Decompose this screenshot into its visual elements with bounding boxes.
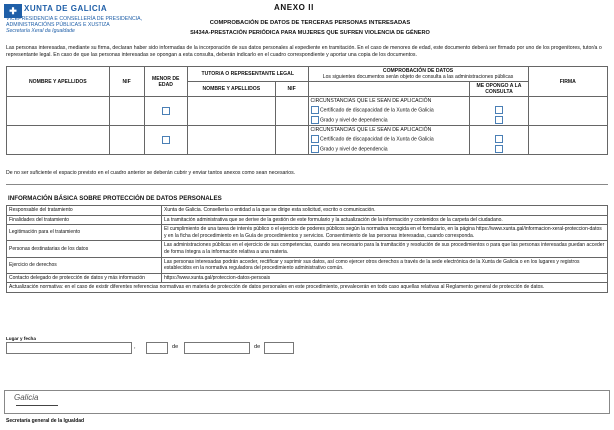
intro-paragraph: Las personas interesadas, mediante su firma, declaran haber sido informadas de la incorporación de sus datos personales al expediente en tramitación. En el caso de menores de edad, este documento deberá ser firmado por uno de los progenitores, tutor/a o representante legal. En caso de que las personas interesadas se opongan a esta consulta, deberán indicarlo en el cuadro correspondiente y aportar una copia de los documentos. <box>6 45 602 59</box>
col-tutor-nif: NIF <box>275 82 308 97</box>
galicia-logo: Galicia <box>14 393 39 402</box>
person2-circ-title: CIRCUNSTANCIAS QUE LE SEAN DE APLICACIÓN <box>308 126 470 135</box>
person1-oppose2-checkbox[interactable] <box>495 116 503 124</box>
table-row <box>7 206 608 216</box>
de-label-1: de <box>172 344 179 350</box>
col-tutor: TUTOR/A O REPRESENTANTE LEGAL <box>187 67 308 82</box>
col-nif: NIF <box>109 67 144 97</box>
person1-name-field[interactable] <box>7 97 110 126</box>
col-signature: FIRMA <box>528 67 607 97</box>
row-value: El cumplimiento de una tarea de interés público o el ejercicio de poderes públicos según la normativa recogida en el formulario, en la página https://www.xunta.gal/informacion-xeral-proteccion-datos y en la ficha del procedimiento en la Guía de procedimientos y servicios. Consentimiento de las personas interesadas, cuando corresponda. <box>162 225 608 241</box>
person2-tutor-nif-field[interactable] <box>275 126 308 155</box>
col-name: NOMBRE Y APELLIDOS <box>7 67 110 97</box>
person1-oppose1-checkbox[interactable] <box>495 106 503 114</box>
row-label: Responsable del tratamiento <box>7 206 162 216</box>
col-documents-blank <box>308 82 470 97</box>
person2-doc1-checkbox[interactable] <box>311 135 319 143</box>
col-check-subtitle: Los siguientes documentos serán objeto de consulta a las administraciones públicas <box>322 74 514 80</box>
table-header-row <box>7 67 608 82</box>
row-label: Contacto delegado de protección de datos y más información <box>7 273 162 283</box>
day-input[interactable] <box>146 342 168 354</box>
table-row <box>7 97 608 106</box>
person2-signature-field[interactable] <box>528 126 607 155</box>
galicia-logo-underline <box>16 405 58 406</box>
person1-nif-field[interactable] <box>109 97 144 126</box>
comma-separator: , <box>134 344 136 350</box>
row-value: La tramitación administrativa que se derive de la gestión de este formulario y la actualización de la información y contenidos de la carpeta del ciudadano. <box>162 215 608 225</box>
person2-doc2-checkbox[interactable] <box>311 145 319 153</box>
section-divider <box>6 184 608 185</box>
person1-signature-field[interactable] <box>528 97 607 126</box>
de-label-2: de <box>254 344 261 350</box>
table-row <box>7 225 608 241</box>
col-oppose: ME OPONGO A LA CONSULTA <box>470 82 528 97</box>
person2-minor-checkbox[interactable] <box>162 136 170 144</box>
document-title: COMPROBACIÓN DE DATOS DE TERCERAS PERSONAS INTERESADAS <box>209 20 411 26</box>
data-protection-table <box>6 205 608 293</box>
row-label: Ejercicio de derechos <box>7 257 162 273</box>
person1-tutor-nif-field[interactable] <box>275 97 308 126</box>
row-value: https://www.xunta.gal/proteccion-datos-persoais <box>162 273 608 283</box>
person2-oppose1-checkbox[interactable] <box>495 135 503 143</box>
row-value: Xunta de Galicia. Consellería o entidad a la que se dirige esta solicitud, escrito o comunicación. <box>162 206 608 216</box>
person2-doc2-label: Grado y nivel de dependencia <box>319 146 388 153</box>
galicia-logo-box <box>4 390 610 414</box>
row-value: Las personas interesadas podrán acceder, rectificar y suprimir sus datos, así como ejercer otros derechos a través de la sede electrónica de la Xunta de Galicia o en los lugares y registros establecidos en la normativa reguladora del procedimiento administrativo común. <box>162 257 608 273</box>
table-row <box>7 126 608 135</box>
person1-doc1-checkbox[interactable] <box>311 106 319 114</box>
brand-name: XUNTA DE GALICIA <box>24 4 108 13</box>
row-label: Personas destinatarias de los datos <box>7 241 162 257</box>
person1-circ-title: CIRCUNSTANCIAS QUE LE SEAN DE APLICACIÓN <box>308 97 470 106</box>
row-label: Legitimación para el tratamiento <box>7 225 162 241</box>
space-note: De no ser suficiente el espacio previsto en el cuadro anterior se deberán cubrir y enviar tantos anexos como sean necesarios. <box>6 170 296 176</box>
annex-label: ANEXO II <box>274 3 314 12</box>
xunta-cross-icon: ✚ <box>4 4 22 18</box>
person2-doc1-label: Certificado de discapacidad de la Xunta de Galicia <box>319 136 434 143</box>
person1-doc1-label: Certificado de discapacidad de la Xunta de Galicia <box>319 107 434 114</box>
row-label: Finalidades del tratamiento <box>7 215 162 225</box>
place-date-label: Lugar y fecha <box>6 336 36 341</box>
department-line-2: ADMINISTRACIÓNS PÚBLICAS E XUSTIZA <box>6 22 110 28</box>
person1-doc2-label: Grado y nivel de dependencia <box>319 117 388 124</box>
col-minor: MENOR DE EDAD <box>144 67 187 97</box>
year-input[interactable] <box>264 342 294 354</box>
person2-tutor-name-field[interactable] <box>187 126 275 155</box>
footer-text: Secretaría general de la Igualdad <box>6 418 85 424</box>
table-row <box>7 215 608 225</box>
person2-nif-field[interactable] <box>109 126 144 155</box>
table-row <box>7 283 608 293</box>
regulation-update-note: Actualización normativa: en el caso de existir diferentes referencias normativas en materia de protección de datos personales en este procedimiento, prevalecerán en todo caso aquellas relativas al Reglamento general de protección de datos. <box>7 283 608 293</box>
person1-tutor-name-field[interactable] <box>187 97 275 126</box>
table-row <box>7 273 608 283</box>
interested-persons-table <box>6 66 608 155</box>
person1-minor-checkbox[interactable] <box>162 107 170 115</box>
place-input[interactable] <box>6 342 132 354</box>
table-row <box>7 257 608 273</box>
person2-oppose2-checkbox[interactable] <box>495 145 503 153</box>
person2-name-field[interactable] <box>7 126 110 155</box>
col-tutor-name: NOMBRE Y APELLIDOS <box>187 82 275 97</box>
col-check <box>308 67 528 82</box>
month-input[interactable] <box>184 342 250 354</box>
data-protection-title: INFORMACIÓN BÁSICA SOBRE PROTECCIÓN DE DATOS PERSONALES <box>8 195 222 202</box>
document-subtitle: SI434A-PRESTACIÓN PERIÓDICA PARA MUJERES QUE SUFREN VIOLENCIA DE GÉNERO <box>190 30 430 36</box>
department-line-1: VICEPRESIDENCIA E CONSELLERÍA DE PRESIDENCIA, <box>6 16 143 22</box>
person1-doc2-checkbox[interactable] <box>311 116 319 124</box>
table-row <box>7 241 608 257</box>
department-line-3: Secretaría Xeral da Igualdade <box>6 28 75 34</box>
row-value: Las administraciones públicas en el ejercicio de sus competencias, cuando sea necesario para la tramitación y resolución de sus procedimientos o para que las personas interesadas puedan acceder de forma íntegra a la información relativa a una materia. <box>162 241 608 257</box>
col-check-title: COMPROBACIÓN DE DATOS <box>382 68 454 74</box>
